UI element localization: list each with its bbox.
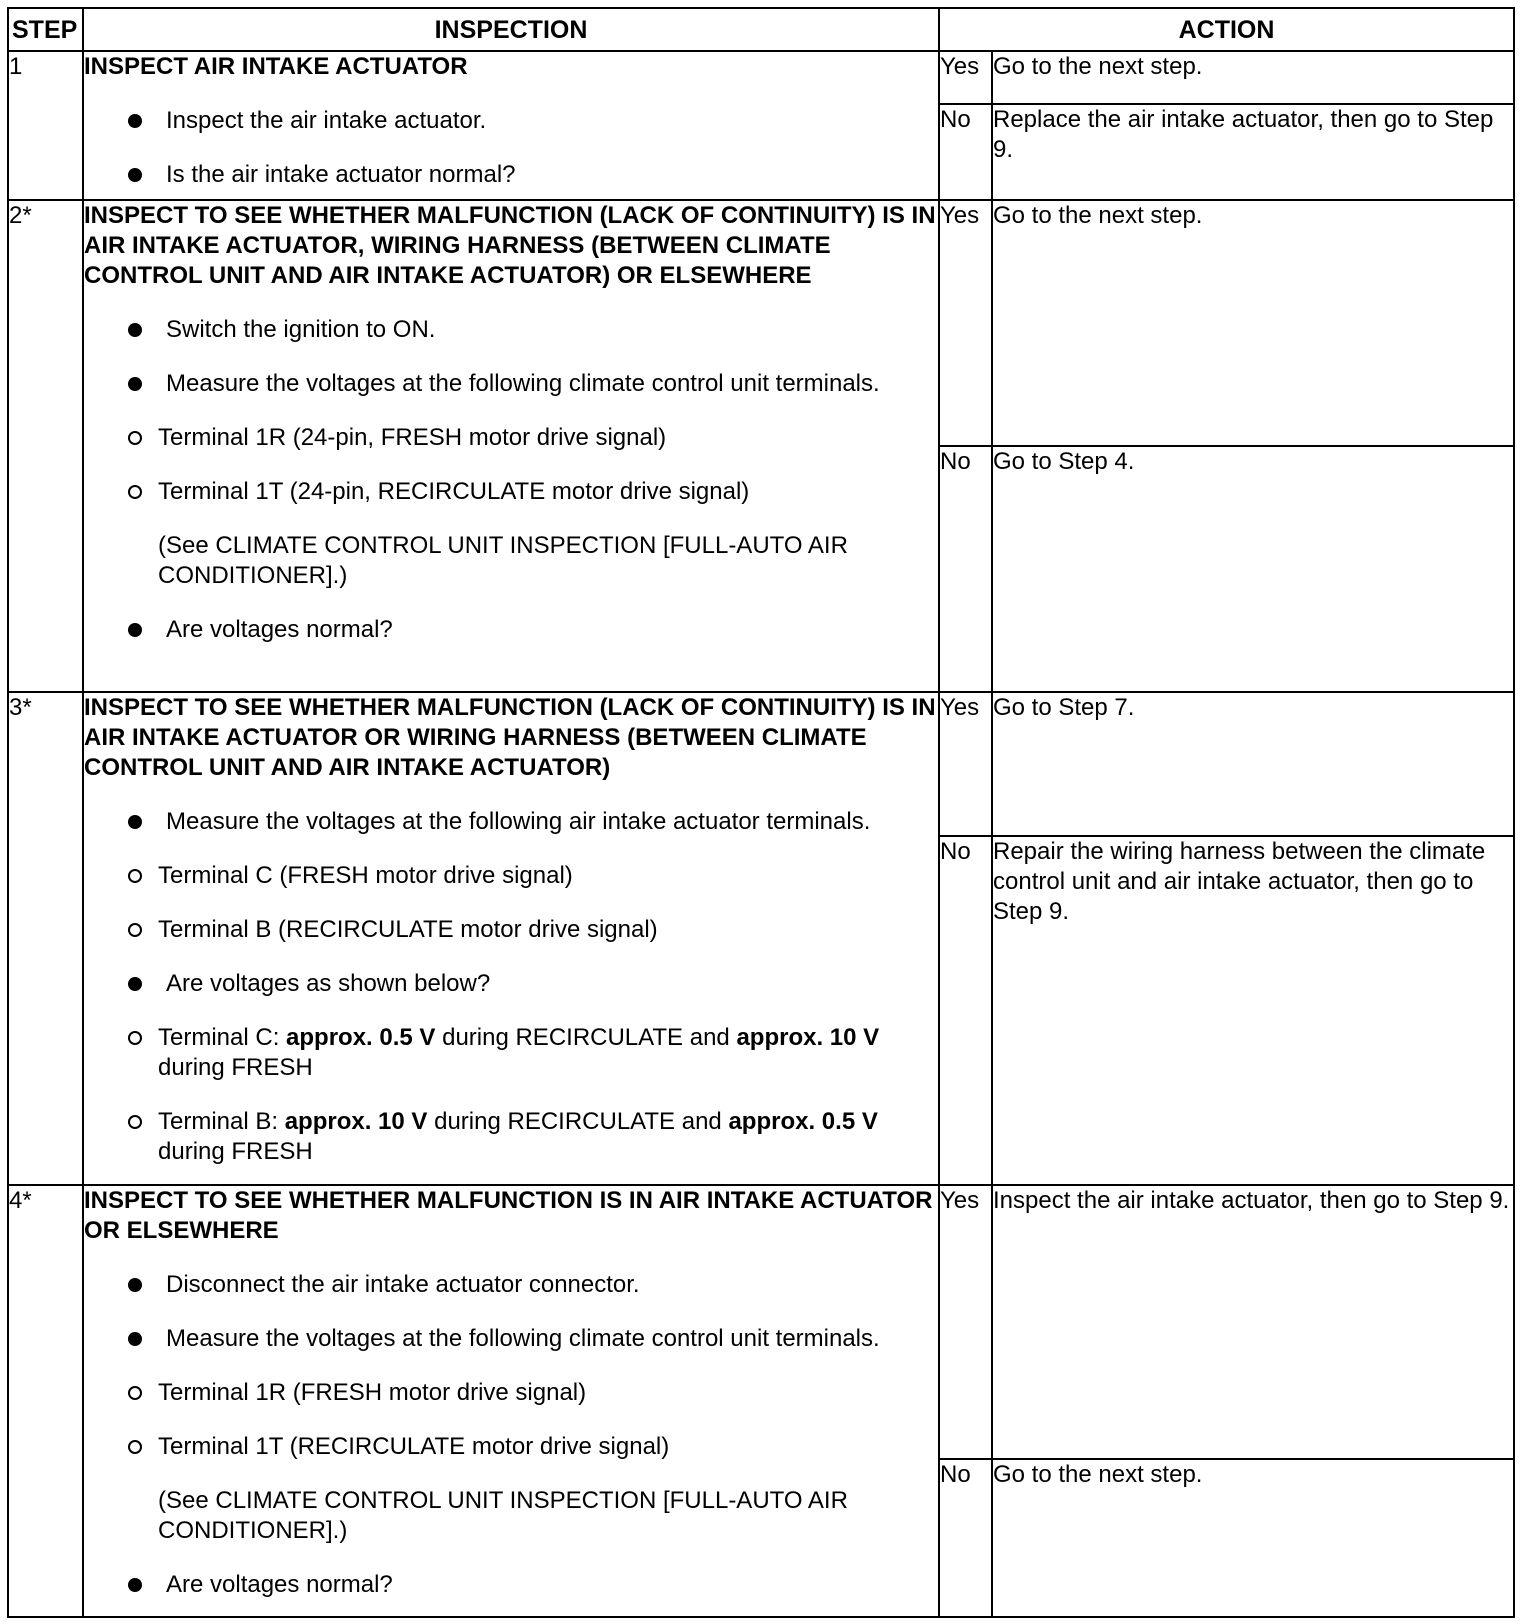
bullet-ring-icon — [128, 923, 142, 937]
bullet-dot-icon — [128, 114, 142, 128]
bullet-text: Are voltages normal? — [166, 616, 393, 643]
bullet-text: Switch the ignition to ON. — [166, 316, 436, 343]
list-item — [84, 915, 938, 945]
no-label: No — [939, 104, 992, 200]
inspection-cell — [83, 1185, 939, 1617]
bullet-ring-icon — [128, 869, 142, 883]
bullet-dot-icon — [128, 623, 142, 637]
yes-action: Go to the next step. — [992, 200, 1514, 446]
yes-action: Go to the next step. — [992, 51, 1514, 104]
sub-text: Terminal C (FRESH motor drive signal) — [158, 862, 573, 889]
bullet-text: Are voltages normal? — [166, 1571, 393, 1598]
sub-list — [84, 1378, 938, 1462]
header-action: ACTION — [939, 8, 1514, 51]
step-title: INSPECT AIR INTAKE ACTUATOR — [84, 53, 468, 80]
table-row — [8, 200, 1514, 446]
inspection-cell — [83, 51, 939, 200]
no-label: No — [939, 1459, 992, 1617]
list-item — [84, 807, 938, 837]
bullet-ring-icon — [128, 431, 142, 445]
list-item — [84, 1023, 938, 1083]
bullet-ring-icon — [128, 1440, 142, 1454]
bullet-list — [84, 807, 938, 837]
no-action: Go to the next step. — [992, 1459, 1514, 1617]
list-item — [84, 160, 938, 190]
sub-text: Terminal 1R (24-pin, FRESH motor drive signal) — [158, 424, 667, 451]
bullet-dot-icon — [128, 1278, 142, 1292]
header-row — [8, 8, 1514, 51]
sub-text: Terminal 1T (RECIRCULATE motor drive signal) — [158, 1433, 670, 1460]
inspection-cell — [83, 692, 939, 1185]
list-item — [84, 1107, 938, 1167]
no-action: Replace the air intake actuator, then go to Step 9. — [992, 104, 1514, 200]
bullet-list — [84, 1570, 938, 1600]
bullet-ring-icon — [128, 1386, 142, 1400]
list-item — [84, 106, 938, 136]
header-step: STEP — [8, 8, 83, 51]
sub-text: Terminal B (RECIRCULATE motor drive signal) — [158, 916, 658, 943]
header-inspection: INSPECTION — [83, 8, 939, 51]
bullet-dot-icon — [128, 168, 142, 182]
yes-action: Go to Step 7. — [992, 692, 1514, 836]
list-item — [84, 1570, 938, 1600]
inspection-cell — [83, 200, 939, 692]
bullet-text: Measure the voltages at the following climate control unit terminals. — [166, 370, 880, 397]
table-row — [8, 51, 1514, 104]
bullet-text: Measure the voltages at the following air intake actuator terminals. — [166, 808, 871, 835]
step-title: INSPECT TO SEE WHETHER MALFUNCTION IS IN AIR INTAKE ACTUATOR OR ELSEWHERE — [84, 1187, 933, 1244]
bullet-list — [84, 1270, 938, 1354]
bullet-text: Disconnect the air intake actuator connector. — [166, 1271, 640, 1298]
bullet-dot-icon — [128, 1578, 142, 1592]
step-title: INSPECT TO SEE WHETHER MALFUNCTION (LACK OF CONTINUITY) IS IN AIR INTAKE ACTUATOR, WIRING HARNESS (BETWEEN CLIMATE CONTROL UNIT AND AIR INTAKE ACTUATOR) OR ELSEWHERE — [84, 202, 936, 289]
step-number: 3* — [8, 692, 83, 1185]
list-item — [84, 1324, 938, 1354]
sub-text: Terminal 1T (24-pin, RECIRCULATE motor drive signal) — [158, 478, 750, 505]
bullet-ring-icon — [128, 1031, 142, 1045]
no-action: Go to Step 4. — [992, 446, 1514, 692]
reference-note: (See CLIMATE CONTROL UNIT INSPECTION [FULL-AUTO AIR CONDITIONER].) — [158, 1487, 848, 1544]
step-title: INSPECT TO SEE WHETHER MALFUNCTION (LACK OF CONTINUITY) IS IN AIR INTAKE ACTUATOR OR WIRING HARNESS (BETWEEN CLIMATE CONTROL UNIT AND AIR INTAKE ACTUATOR) — [84, 694, 936, 781]
bullet-ring-icon — [128, 1115, 142, 1129]
yes-label: Yes — [939, 200, 992, 446]
bullet-list — [84, 315, 938, 399]
list-item — [84, 969, 938, 999]
bullet-list — [84, 969, 938, 999]
step-number: 1 — [8, 51, 83, 200]
bullet-list — [84, 615, 938, 645]
sub-text: Terminal B: approx. 10 V during RECIRCULATE and approx. 0.5 V during FRESH — [158, 1108, 878, 1165]
sub-list — [84, 1023, 938, 1167]
bullet-dot-icon — [128, 377, 142, 391]
list-item — [84, 423, 938, 453]
bullet-list — [84, 106, 938, 190]
yes-action: Inspect the air intake actuator, then go to Step 9. — [992, 1185, 1514, 1459]
bullet-dot-icon — [128, 1332, 142, 1346]
step-number: 2* — [8, 200, 83, 692]
bullet-text: Is the air intake actuator normal? — [166, 161, 516, 188]
bullet-dot-icon — [128, 977, 142, 991]
bullet-text: Inspect the air intake actuator. — [166, 107, 487, 134]
list-item — [84, 1270, 938, 1300]
list-item — [84, 1432, 938, 1462]
list-item — [84, 369, 938, 399]
yes-label: Yes — [939, 51, 992, 104]
list-item — [84, 1378, 938, 1408]
yes-label: Yes — [939, 1185, 992, 1459]
table-row — [8, 1185, 1514, 1459]
table-row — [8, 692, 1514, 836]
bullet-text: Are voltages as shown below? — [166, 970, 491, 997]
list-item — [84, 861, 938, 891]
troubleshooting-table — [7, 7, 1515, 1618]
no-label: No — [939, 836, 992, 1185]
sub-list — [84, 861, 938, 945]
no-label: No — [939, 446, 992, 692]
sub-text: Terminal 1R (FRESH motor drive signal) — [158, 1379, 587, 1406]
reference-note: (See CLIMATE CONTROL UNIT INSPECTION [FULL-AUTO AIR CONDITIONER].) — [158, 532, 848, 589]
yes-label: Yes — [939, 692, 992, 836]
bullet-ring-icon — [128, 485, 142, 499]
step-number: 4* — [8, 1185, 83, 1617]
bullet-dot-icon — [128, 815, 142, 829]
bullet-dot-icon — [128, 323, 142, 337]
list-item — [84, 477, 938, 507]
list-item — [84, 615, 938, 645]
list-item — [84, 315, 938, 345]
bullet-text: Measure the voltages at the following climate control unit terminals. — [166, 1325, 880, 1352]
sub-list — [84, 423, 938, 507]
sub-text: Terminal C: approx. 0.5 V during RECIRCULATE and approx. 10 V during FRESH — [158, 1024, 880, 1081]
no-action: Repair the wiring harness between the climate control unit and air intake actuator, then go to Step 9. — [992, 836, 1514, 1185]
